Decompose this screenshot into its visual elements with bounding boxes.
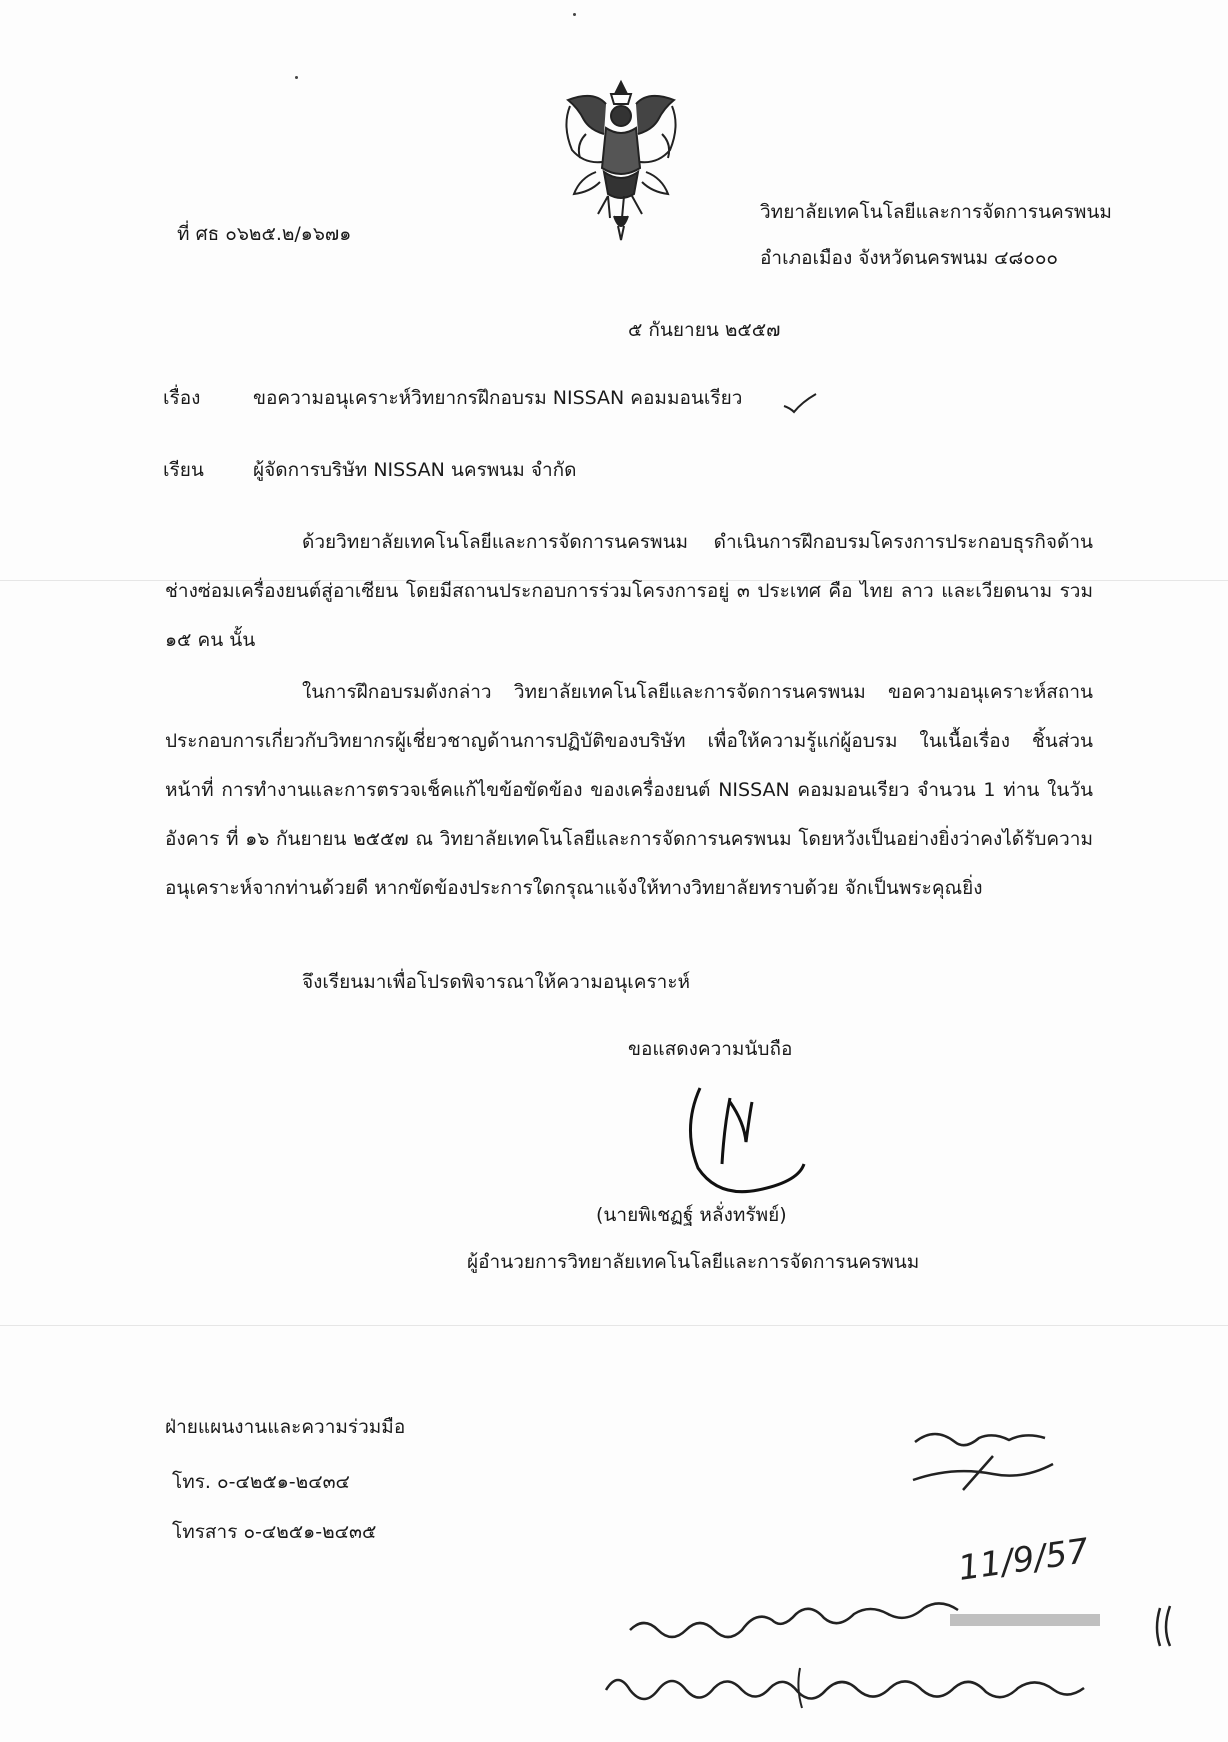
handwritten-note-icon <box>600 1590 1210 1730</box>
handwritten-initials-icon <box>905 1420 1065 1510</box>
subject-label: เรื่อง <box>163 387 201 409</box>
phone-number: โทร. ๐-๔๒๕๑-๒๔๓๔ <box>172 1471 350 1493</box>
check-mark-icon <box>782 392 818 414</box>
recipient-label: เรียน <box>163 459 204 481</box>
garuda-emblem-icon <box>556 76 686 244</box>
document-reference-number: ที่ ศธ ๐๖๒๕.๒/๑๖๗๑ <box>177 223 352 245</box>
signer-name: (นายพิเชฏฐ์ หลั่งทรัพย์) <box>596 1204 787 1226</box>
body-paragraph-1: ด้วยวิทยาลัยเทคโนโลยีและการจัดการนครพนม ดำเนินการฝึกอบรมโครงการประกอบธุรกิจด้านช่างซ่อมเครื่องยนต์สู่อาเซียน โดยมีสถานประกอบการร่วมโครงการอยู่ ๓ ประเทศ คือ ไทย ลาว และเวียดนาม รวม ๑๕ คน นั้น <box>165 531 1093 651</box>
handwritten-date: 11/9/57 <box>955 1531 1092 1589</box>
sender-organization: วิทยาลัยเทคโนโลยีและการจัดการนครพนม <box>760 201 1112 223</box>
body-paragraph-2: ในการฝึกอบรมดังกล่าว วิทยาลัยเทคโนโลยีและการจัดการนครพนม ขอความอนุเคราะห์สถานประกอบการเกี่ยวกับวิทยากรผู้เชี่ยวชาญด้านการปฏิบัติของบริษัท เพื่อให้ความรู้แก่ผู้อบรม ในเนื้อเรื่อง ชิ้นส่วนหน้าที่ การทำงานและการตรวจเช็คแก้ไขข้อขัดข้อง ของเครื่องยนต์ NISSAN คอมมอนเรียว จำนวน 1 ท่าน ในวันอังคาร ที่ ๑๖ กันยายน ๒๕๕๗ ณ วิทยาลัยเทคโนโลยีและการจัดการนครพนม โดยหวังเป็นอย่างยิ่งว่าคงได้รับความอนุเคราะห์จากท่านด้วยดี หากขัดข้องประการใดกรุณาแจ้งให้ทางวิทยาลัยทราบด้วย จักเป็นพระคุณยิ่ง <box>165 681 1093 899</box>
closing-sentence: จึงเรียนมาเพื่อโปรดพิจารณาให้ความอนุเคราะห์ <box>302 971 691 993</box>
letter-date: ๕ กันยายน ๒๕๕๗ <box>628 319 781 341</box>
paper-speck <box>295 76 298 79</box>
signature-icon <box>680 1078 810 1198</box>
department-name: ฝ่ายแผนงานและความร่วมมือ <box>165 1416 406 1438</box>
subject-text: ขอความอนุเคราะห์วิทยากรฝึกอบรม NISSAN คอมมอนเรียว <box>253 387 743 409</box>
paper-speck <box>573 13 576 16</box>
recipient-text: ผู้จัดการบริษัท NISSAN นครพนม จำกัด <box>253 459 577 481</box>
paper-fold-line <box>0 1325 1228 1326</box>
sender-address: อำเภอเมือง จังหวัดนครพนม ๔๘๐๐๐ <box>760 247 1059 269</box>
complimentary-close: ขอแสดงความนับถือ <box>628 1038 793 1060</box>
signer-title: ผู้อำนวยการวิทยาลัยเทคโนโลยีและการจัดการนครพนม <box>467 1251 920 1273</box>
fax-number: โทรสาร ๐-๔๒๕๑-๒๔๓๕ <box>172 1521 377 1543</box>
